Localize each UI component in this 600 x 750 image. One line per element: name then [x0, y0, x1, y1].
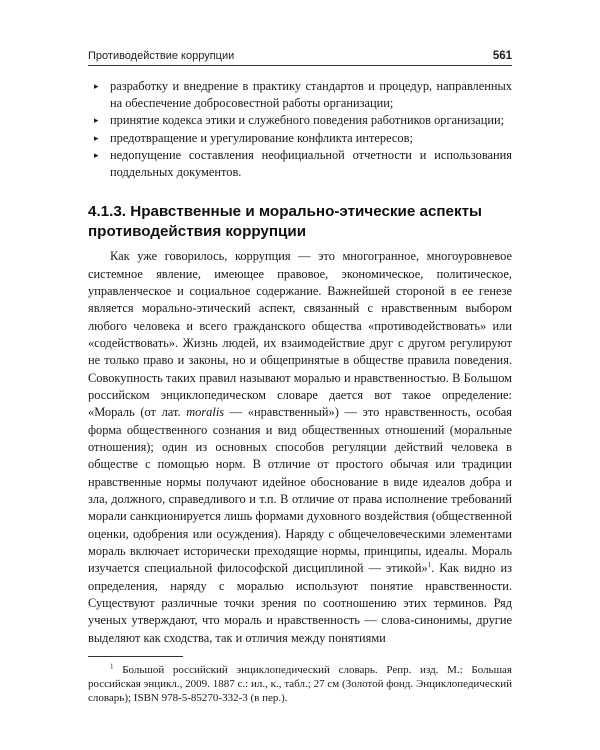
- triangle-bullet-icon: ▸: [94, 132, 99, 143]
- footnote-reference[interactable]: 1: [427, 561, 432, 570]
- triangle-bullet-icon: ▸: [94, 115, 99, 126]
- bullet-list: [88, 78, 512, 181]
- running-header: [88, 40, 512, 66]
- list-item: ▸ разработку и внедрение в практику стандартов и процедур, направленных на обеспечение добросовестной работы организации;: [94, 79, 512, 111]
- page-number: 561: [492, 50, 512, 62]
- list-item: ▸ предотвращение и урегулирование конфликта интересов;: [88, 130, 512, 147]
- latin-term: moralis: [186, 405, 225, 420]
- triangle-bullet-icon: ▸: [94, 81, 99, 91]
- list-item: ▸ принятие кодекса этики и служебного поведения работников организации;: [88, 112, 512, 129]
- footnote-text: Большой российский энциклопедический словарь. Репр. изд. М.: Большая российская энцикл., 2009. 1887 с.: ил., к., табл.; 27 см (Золотой фонд. Энциклопедический словарь); ISBN 978-5-85270-332-3 (в пер.).: [88, 664, 512, 705]
- section-heading: [88, 202, 512, 241]
- section-title: Нравственные и морально-этические аспекты противодействия коррупции: [88, 203, 483, 240]
- section-number: 4.1.3.: [88, 203, 126, 221]
- footnote-divider: [88, 656, 183, 657]
- list-item: ▸ недопущение составления неофициальной отчетности и использования поддельных документов.: [94, 147, 512, 180]
- footnote: [88, 663, 512, 705]
- running-header-title: Противодействие коррупции: [88, 50, 235, 62]
- triangle-bullet-icon: ▸: [94, 149, 99, 160]
- footnote-mark: 1: [110, 662, 114, 671]
- body-text: [88, 248, 512, 647]
- book-page: [88, 40, 512, 705]
- paragraph: Как уже говорилось, коррупция — это многогранное, многоуровневое системное явление, имеющее правовое, экономическое, политическое, управленческое и социальное содержание. Важнейшей стороной в ее генезе является морально-этический аспект, связанный с нравственным выбором любого человека и всего гражданского общества «противодействовать» или «содействовать». Жизнь людей, их взаимодействие друг с другом регулируют не только право и законы, но и общепринятые в обществе правила поведения. Совокупность таких правил называют моралью и нравственностью. В Большом российском энциклопедическом словаре дается вот такое определение: «Мораль (от лат. moralis — «нравственный») — это нравственность, особая форма общественного сознания и вид общественных отношений (моральные отношения); один из основных способов регуляции действий человека в обществе с помощью норм. В отличие от простого обычая или традиции нравственные нормы получают идейное обоснование в виде идеалов добра и зла, должного, справедливого и т.п. В отличие от права исполнение требований морали санкционируется лишь формами духовного воздействия (общественной оценки, одобрения или осуждения). Наряду с общечеловеческими элементами мораль включает исторически преходящие нормы, принципы, идеалы. Мораль изучается специальной философской дисциплиной — этикой»$^1$. Как видно из определения, наряду с моралью используют понятие нравственности. Существуют различные точки зрения по соотношению этих терминов. Ряд ученых утверждают, что мораль и нравственность — слова-синонимы, другие выделяют как сходства, так и отличия между понятиями: [88, 249, 513, 645]
